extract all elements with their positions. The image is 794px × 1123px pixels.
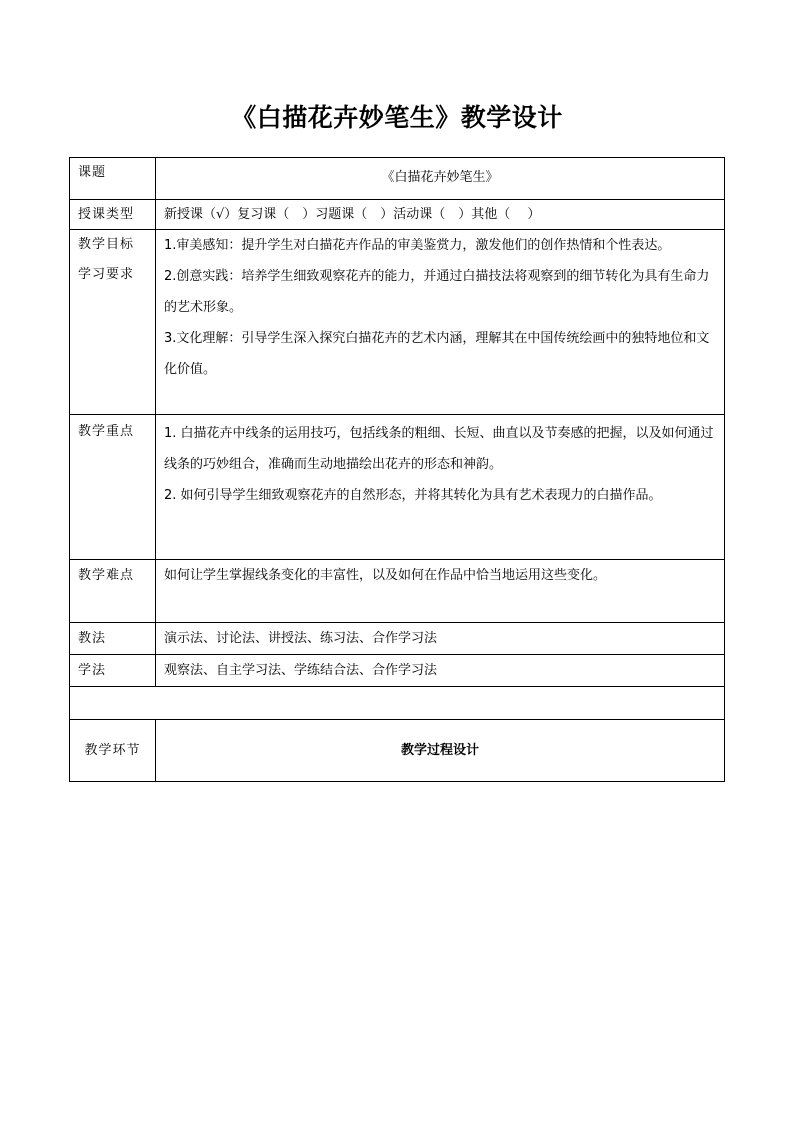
- table-row-topic: [70, 158, 725, 200]
- topic-label: 课题: [70, 158, 156, 200]
- table-row-key-points: [70, 415, 725, 560]
- goals-label-cell: [70, 230, 156, 415]
- lesson-type-value: 新授课（√）复习课（ ）习题课（ ）活动课（ ）其他（ ）: [156, 200, 725, 230]
- learning-method-label: 学法: [70, 655, 156, 687]
- table-row-blank: [70, 687, 725, 720]
- goals-content: [156, 230, 725, 415]
- teaching-method-value: 演示法、讨论法、讲授法、练习法、合作学习法: [156, 623, 725, 655]
- goal-item-3: 3.文化理解：引导学生深入探究白描花卉的艺术内涵，理解其在中国传统绘画中的独特地位和文化价值。: [164, 331, 710, 377]
- goals-label-1: 教学目标: [78, 237, 135, 252]
- document-title: 《白描花卉妙笔生》教学设计: [231, 103, 563, 132]
- topic-value: 《白描花卉妙笔生》: [156, 158, 725, 200]
- goal-item-2: 2.创意实践：培养学生细致观察花卉的能力，并通过白描技法将观察到的细节转化为具有生命力的艺术形象。: [164, 269, 710, 315]
- table-row-lesson-type: [70, 200, 725, 230]
- difficulty-label: 教学难点: [70, 560, 156, 623]
- process-label: 教学环节: [70, 720, 156, 782]
- table-row-learning-method: [70, 655, 725, 687]
- key-points-label: 教学重点: [70, 415, 156, 560]
- key-points-content: [156, 415, 725, 560]
- table-row-process: [70, 720, 725, 782]
- table-row-teaching-method: [70, 623, 725, 655]
- goal-item-1: 1.审美感知：提升学生对白描花卉作品的审美鉴赏力，激发他们的创作热情和个性表达。: [164, 238, 671, 253]
- table-row-difficulty: [70, 560, 725, 623]
- teaching-method-label: 教法: [70, 623, 156, 655]
- lesson-type-label: 授课类型: [70, 200, 156, 230]
- key-point-item-2: 2. 如何引导学生细致观察花卉的自然形态，并将其转化为具有艺术表现力的白描作品。: [164, 488, 662, 503]
- learning-method-value: 观察法、自主学习法、学练结合法、合作学习法: [156, 655, 725, 687]
- table-row-goals: [70, 230, 725, 415]
- key-point-item-1: 1. 白描花卉中线条的运用技巧，包括线条的粗细、长短、曲直以及节奏感的把握，以及如何通过线条的巧妙组合，准确而生动地描绘出花卉的形态和神韵。: [164, 426, 714, 472]
- blank-cell: [70, 687, 725, 720]
- difficulty-value: 如何让学生掌握线条变化的丰富性，以及如何在作品中恰当地运用这些变化。: [156, 560, 725, 623]
- process-value: 教学过程设计: [156, 720, 725, 782]
- lesson-plan-table: [69, 157, 725, 782]
- goals-label-2: 学习要求: [78, 267, 135, 282]
